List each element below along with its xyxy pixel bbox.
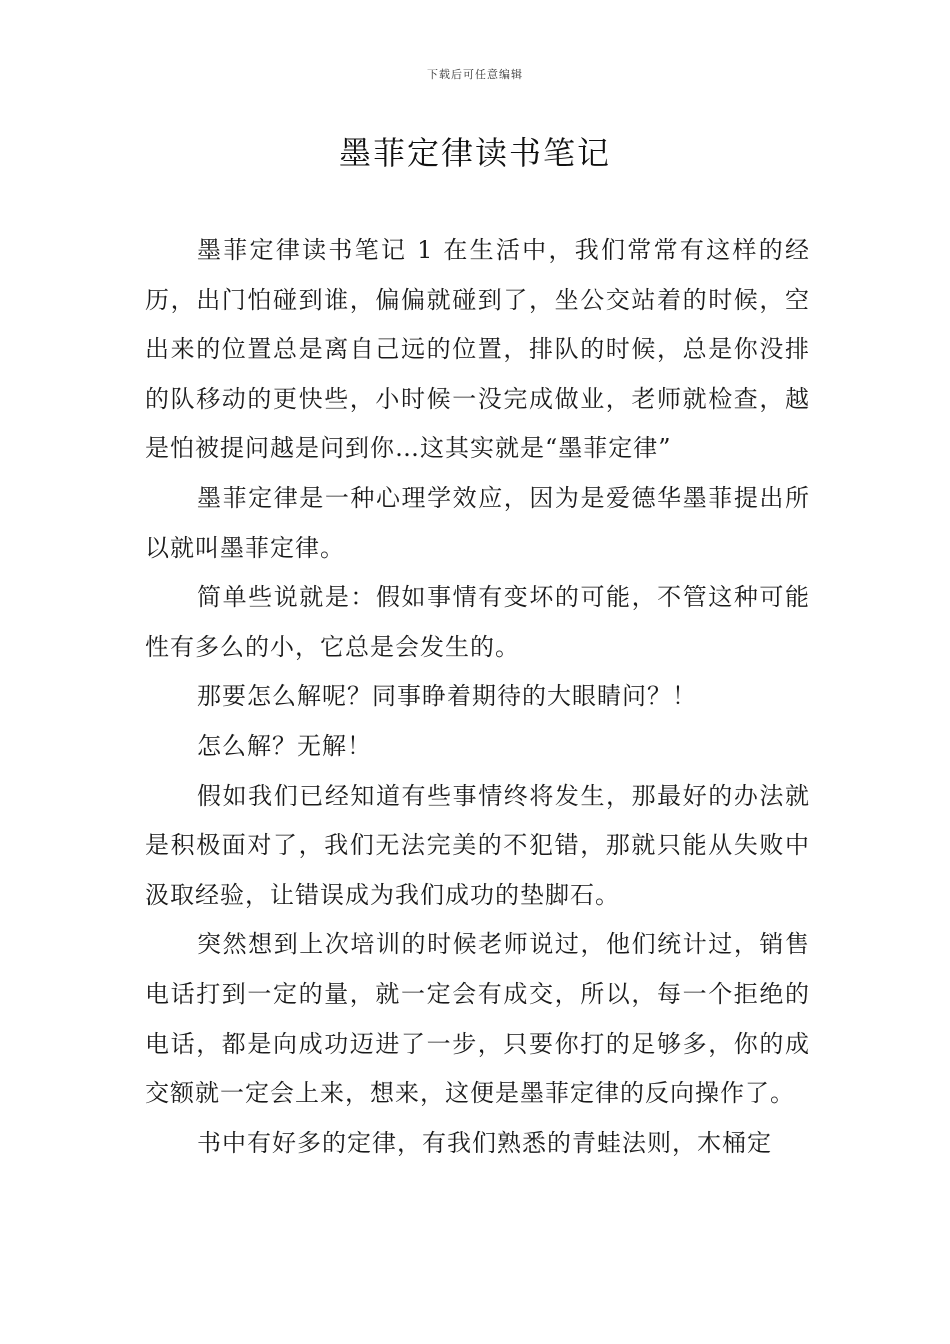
- paragraph: 突然想到上次培训的时候老师说过，他们统计过，销售电话打到一定的量，就一定会有成交，所以，每一个拒绝的电话，都是向成功迈进了一步，只要你打的足够多，你的成交额就一定会上来，想来，这便是墨菲定律的反向操作了。: [145, 930, 810, 1108]
- paragraph: 那要怎么解呢？同事睁着期待的大眼睛问？！: [197, 682, 697, 711]
- paragraph: 简单些说就是：假如事情有变坏的可能，不管这种可能性有多么的小，它总是会发生的。: [145, 583, 810, 661]
- paragraph: 墨菲定律读书笔记 1 在生活中，我们常常有这样的经历，出门怕碰到谁，偏偏就碰到了，坐公交站着的时候，空出来的位置总是离自己远的位置，排队的时候，总是你没排的队移动的更快些，小时候一没完成做业，老师就检查，越是怕被提问越是问到你…这其实就是“墨菲定律”: [145, 236, 810, 463]
- header-note: 下载后可任意编辑: [427, 68, 523, 81]
- paragraph: 假如我们已经知道有些事情终将发生，那最好的办法就是积极面对了，我们无法完美的不犯错，那就只能从失败中汲取经验，让错误成为我们成功的垫脚石。: [145, 781, 810, 909]
- document-title: 墨菲定律读书笔记: [338, 134, 611, 172]
- paragraph: 书中有好多的定律，有我们熟悉的青蛙法则，木桶定: [197, 1128, 772, 1157]
- paragraph: 墨菲定律是一种心理学效应，因为是爱德华墨菲提出所以就叫墨菲定律。: [145, 483, 810, 562]
- document-body: [145, 226, 810, 1168]
- paragraph: 怎么解？无解！: [197, 731, 372, 760]
